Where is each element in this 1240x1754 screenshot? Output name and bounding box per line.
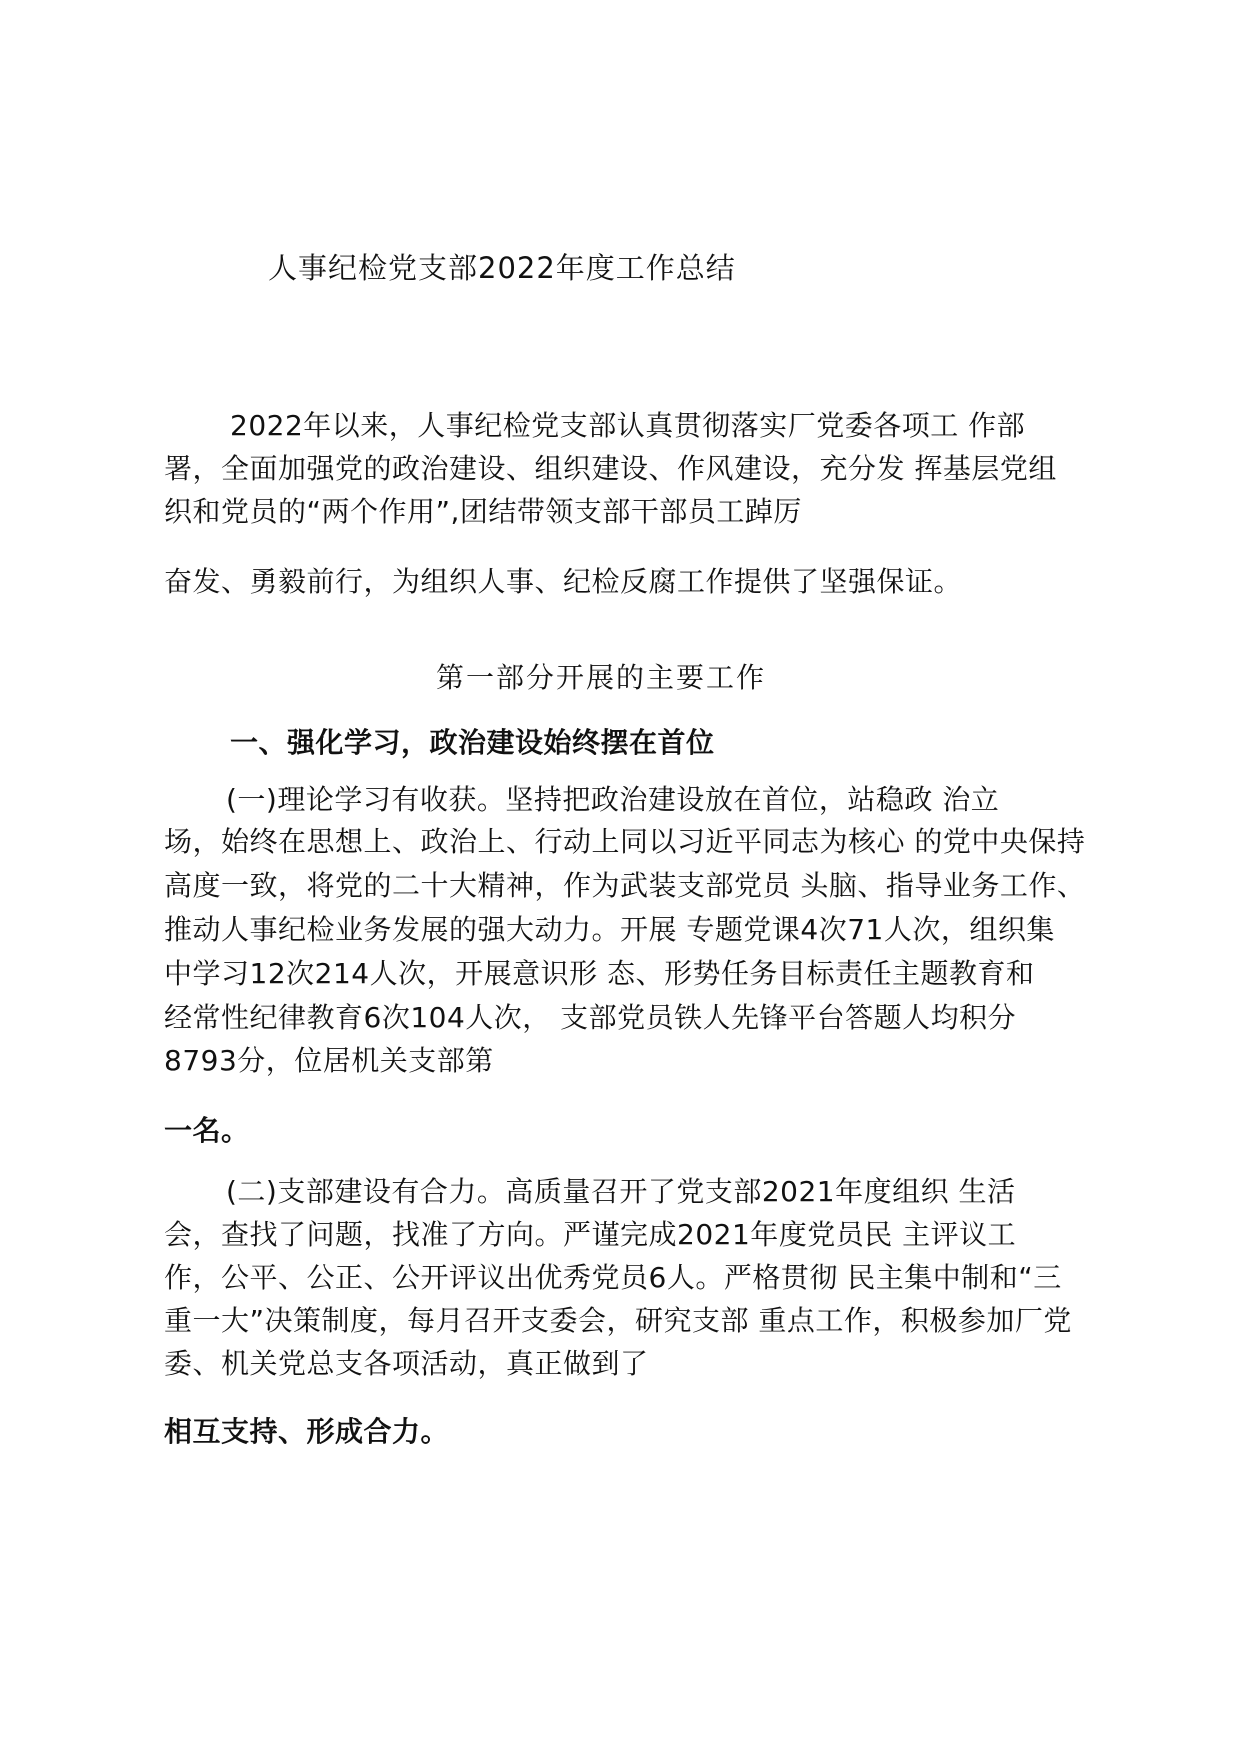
item2-line-4: 重一大”决策制度，每月召开支委会，研究支部 重点工作，积极参加厂党 — [164, 1304, 1072, 1337]
item2-line-6: 相互支持、形成合力。 — [164, 1415, 450, 1448]
item1-line-5: 中学习12次214人次，开展意识形 态、形势任务目标责任主题教育和 — [164, 957, 1035, 990]
intro-line-3: 织和党员的“两个作用”,团结带领支部干部员工踔厉 — [164, 495, 802, 528]
intro-line-1: 2022年以来，人事纪检党支部认真贯彻落实厂党委各项工 作部 — [230, 409, 1026, 442]
item1-line-6: 经常性纪律教育6次104人次， 支部党员铁人先锋平台答题人均积分 — [164, 1001, 1017, 1034]
part1-heading: 第一部分开展的主要工作 — [436, 661, 767, 694]
item2-line-2: 会，查找了问题，找准了方向。严谨完成2021年度党员民 主评议工 — [164, 1218, 1017, 1251]
item2-line-3: 作，公平、公正、公开评议出优秀党员6人。严格贯彻 民主集中制和“三 — [164, 1261, 1062, 1294]
item2-line-1: (二)支部建设有合力。高质量召开了党支部2021年度组织 生活 — [226, 1175, 1016, 1208]
item1-line-4: 推动人事纪检业务发展的强大动力。开展 专题党课4次71人次，组织集 — [164, 913, 1055, 946]
section1-heading: 一、强化学习，政治建设始终摆在首位 — [230, 726, 715, 759]
item2-line-5: 委、机关党总支各项活动，真正做到了 — [164, 1347, 649, 1380]
intro-line-2: 署，全面加强党的政治建设、组织建设、作风建设，充分发 挥基层党组 — [164, 452, 1057, 485]
intro-line-4: 奋发、勇毅前行，为组织人事、纪检反腐工作提供了坚强保证。 — [164, 565, 963, 598]
item1-line-2: 场，始终在思想上、政治上、行动上同以习近平同志为核心 的党中央保持 — [164, 825, 1086, 858]
document-title: 人事纪检党支部2022年度工作总结 — [268, 251, 736, 285]
item1-line-7: 8793分，位居机关支部第 — [164, 1044, 494, 1077]
item1-line-8: 一名。 — [164, 1114, 250, 1147]
item1-line-1: (一)理论学习有收获。坚持把政治建设放在首位，站稳政 治立 — [226, 783, 1000, 816]
item1-line-3: 高度一致，将党的二十大精神，作为武装支部党员 头脑、指导业务工作、 — [164, 869, 1086, 902]
